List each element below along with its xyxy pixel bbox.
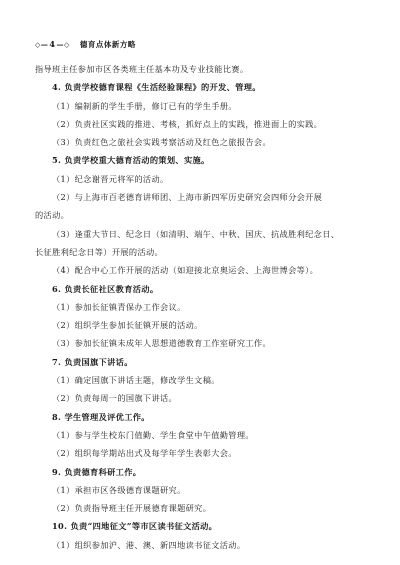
running-header bbox=[35, 38, 136, 50]
book-title: 德育点体新方略 bbox=[79, 39, 136, 49]
list-item-line: （3）逢重大节日、纪念日（如清明、端午、中秋、国庆、抗战胜利纪念日、 bbox=[52, 228, 340, 239]
list-item-line: （2）与上海市百老德育讲师团、上海市新四军历史研究会四师分会开展 bbox=[52, 192, 323, 203]
header-ornament-left: ◇— bbox=[35, 39, 49, 49]
list-item-line: （2）负责每周一的国旗下讲话。 bbox=[52, 393, 178, 404]
section-heading-line: 4. 负责学校德育课程《生活经验课程》的开发、管理。 bbox=[52, 82, 261, 93]
section-heading-line: 8. 学生管理及评优工作。 bbox=[52, 411, 150, 422]
list-item-line: （1）承担市区各级德育课题研究。 bbox=[52, 484, 186, 495]
body-text bbox=[35, 64, 370, 558]
page-number: 4 bbox=[49, 39, 56, 49]
list-item-line: （3）负责红色之旅社会实践考察活动及红色之旅报告会。 bbox=[52, 137, 271, 148]
list-item-line: （1）组织参加沪、港、澳、新四地读书征文活动。 bbox=[52, 539, 246, 550]
paragraph-line: 的活动。 bbox=[35, 210, 70, 221]
list-item-line: （1）纪念谢晋元将军的活动。 bbox=[52, 173, 169, 184]
list-item-line: （3）参加长征镇未成年人思想道德教育工作室研究工作。 bbox=[52, 338, 271, 349]
list-item-line: （1）参加长征镇青保办工作会议。 bbox=[52, 301, 186, 312]
section-heading-line: 7. 负责国旗下讲话。 bbox=[52, 356, 133, 367]
paragraph-line: 长征胜利纪念日等）开展的活动。 bbox=[35, 246, 164, 257]
list-item-line: （2）组织每学期站出式及每学年学生表彰大会。 bbox=[52, 448, 237, 459]
header-ornament-right: —◇ bbox=[56, 39, 70, 49]
list-item-line: （1）确定国旗下讲话主题，修改学生文稿。 bbox=[52, 375, 220, 386]
section-heading-line: 9. 负责德育科研工作。 bbox=[52, 466, 142, 477]
section-heading-line: 10. 负责“四地征文”等市区读书征文活动。 bbox=[52, 521, 218, 532]
list-item-line: （2）负责指导班主任开展德育课题研究。 bbox=[52, 503, 212, 514]
list-item-line: （4）配合中心工作开展的活动（如迎接北京奥运会、上海世博会等）。 bbox=[52, 265, 319, 276]
list-item-line: （1）参与学生校东门值勤、学生食堂中午值勤管理。 bbox=[52, 429, 254, 440]
paragraph-line: 指导班主任参加市区各类班主任基本功及专业技能比赛。 bbox=[35, 64, 249, 74]
list-item-line: （1）编制新的学生手册，修订已有的学生手册。 bbox=[52, 100, 237, 111]
section-heading-line: 5. 负责学校重大德育活动的策划、实施。 bbox=[52, 155, 210, 166]
list-item-line: （2）负责社区实践的推进、考核，抓好点上的实践，推进面上的实践。 bbox=[52, 118, 323, 129]
list-item-line: （2）组织学生参加长征镇开展的活动。 bbox=[52, 320, 203, 331]
section-heading-line: 6. 负责长征社区教育活动。 bbox=[52, 283, 159, 294]
